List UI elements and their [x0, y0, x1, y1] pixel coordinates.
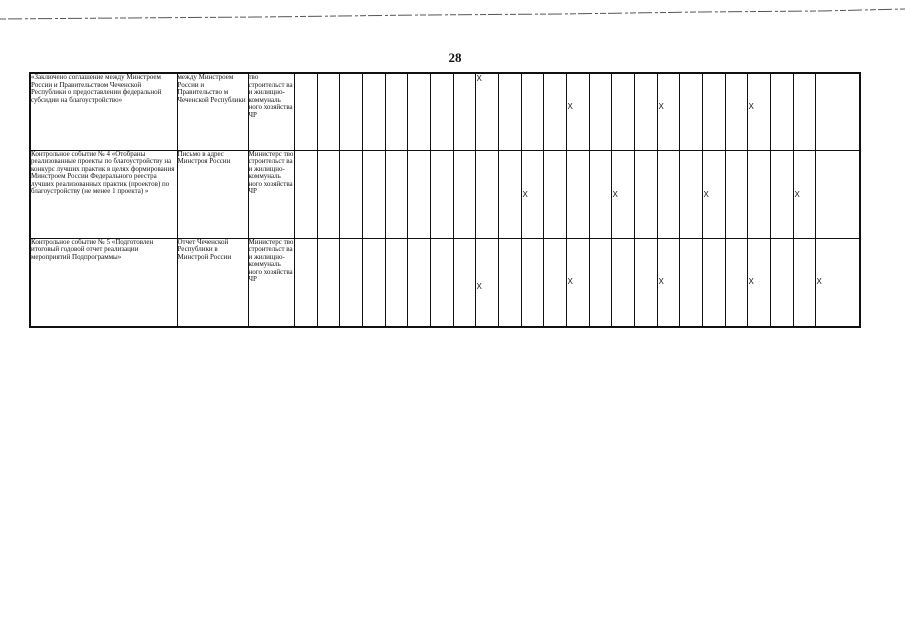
schedule-cell: [793, 150, 815, 238]
scan-artifact-line: [0, 8, 905, 22]
mark-x: X: [567, 102, 573, 111]
mark-x: X: [522, 189, 528, 199]
schedule-cell: [521, 150, 543, 238]
schedule-cell: [725, 238, 747, 327]
document-cell: Отчет Чеченской Республики в Минстрой России: [177, 238, 248, 327]
schedule-cell: [815, 150, 860, 238]
schedule-cell: [702, 150, 725, 238]
document-cell: Письмо в адрес Минстроя России: [177, 150, 248, 238]
schedule-cell: [317, 73, 339, 150]
schedule-cell: [589, 150, 611, 238]
table-row: [30, 150, 860, 238]
page-number: 28: [448, 50, 462, 65]
schedule-cell: [566, 238, 589, 327]
mark-x: X: [748, 102, 754, 111]
mark-x: X: [476, 281, 482, 291]
schedule-cell: [362, 150, 385, 238]
schedule-cell: [407, 73, 430, 150]
schedule-cell: [385, 150, 407, 238]
schedule-cell: [407, 150, 430, 238]
schedule-cell: [430, 238, 453, 327]
schedule-cell: [611, 73, 634, 150]
schedule-cell: [453, 150, 475, 238]
schedule-cell: [679, 73, 702, 150]
schedule-cell: [589, 73, 611, 150]
schedule-cell: [793, 238, 815, 327]
schedule-cell: [453, 238, 475, 327]
schedule-cell: [430, 73, 453, 150]
schedule-cell: [317, 150, 339, 238]
schedule-cell: [475, 238, 498, 327]
schedule-cell: [543, 73, 566, 150]
schedule-cell: [770, 238, 793, 327]
mark-x: X: [748, 276, 754, 286]
schedule-cell: [679, 150, 702, 238]
schedule-cell: [498, 150, 521, 238]
schedule-cell: [407, 238, 430, 327]
schedule-cell: [294, 238, 317, 327]
schedule-cell: [815, 73, 860, 150]
schedule-cell: [770, 73, 793, 150]
schedule-cell: [634, 150, 657, 238]
mark-x: X: [658, 102, 664, 111]
schedule-cell: [770, 150, 793, 238]
schedule-cell: [543, 150, 566, 238]
schedule-cell: [702, 238, 725, 327]
schedule-cell: [657, 238, 679, 327]
mark-x: X: [567, 276, 573, 286]
schedule-cell: [339, 150, 362, 238]
schedule-cell: [475, 73, 498, 150]
responsible-cell: Министерс тво строительст ва и жилищно- коммуналь ного хозяйства ЧР: [248, 150, 294, 238]
schedule-cell: [339, 238, 362, 327]
schedule-cell: [611, 150, 634, 238]
mark-x: X: [612, 189, 618, 199]
table-row: [30, 73, 860, 150]
schedule-table: [29, 72, 861, 328]
schedule-cell: [543, 238, 566, 327]
schedule-cell: [475, 150, 498, 238]
schedule-cell: [385, 73, 407, 150]
document-cell: между Минстроем России и Правительство м Чеченской Республики: [177, 73, 248, 150]
schedule-cell: [453, 73, 475, 150]
schedule-cell: [294, 73, 317, 150]
schedule-cell: [566, 150, 589, 238]
schedule-cell: [725, 73, 747, 150]
schedule-cell: [521, 73, 543, 150]
schedule-cell: [362, 238, 385, 327]
mark-x: X: [658, 276, 664, 286]
responsible-cell: Министерс тво строительст ва и жилищно- коммуналь ного хозяйства ЧР: [248, 238, 294, 327]
schedule-cell: [679, 238, 702, 327]
schedule-cell: [498, 73, 521, 150]
schedule-cell: [702, 73, 725, 150]
control-event-cell: Контрольное событие № 5 «Подготовлен итоговый годовой отчет реализации мероприятий Подпрограммы»: [30, 238, 177, 327]
schedule-cell: [793, 73, 815, 150]
schedule-cell: [611, 238, 634, 327]
schedule-cell: [747, 150, 770, 238]
schedule-cell: [747, 238, 770, 327]
schedule-cell: [657, 73, 679, 150]
schedule-cell: [725, 150, 747, 238]
schedule-cell: [815, 238, 860, 327]
control-event-cell: «Заключено соглашение между Минстроем России и Правительством Чеченской Республики о предоставлении федеральной субсидии на благоустройство»: [30, 73, 177, 150]
schedule-cell: [747, 73, 770, 150]
schedule-cell: [589, 238, 611, 327]
control-event-cell: Контрольное событие № 4 «Отобраны реализованные проекты по благоустройству на конкурс лучших практик в целях формирования Минстроем России Федерального реестра лучших реализованных практик (проектов) по благоустройству (не менее 1 проекта) »: [30, 150, 177, 238]
schedule-cell: [362, 73, 385, 150]
mark-x: X: [816, 276, 822, 286]
schedule-cell: [566, 73, 589, 150]
mark-x: X: [703, 189, 709, 199]
schedule-cell: [498, 238, 521, 327]
schedule-cell: [521, 238, 543, 327]
schedule-cell: [657, 150, 679, 238]
schedule-cell: [317, 238, 339, 327]
table-row: [30, 238, 860, 327]
mark-x: X: [794, 189, 800, 199]
schedule-cell: [430, 150, 453, 238]
schedule-cell: [634, 238, 657, 327]
schedule-cell: [634, 73, 657, 150]
responsible-cell: тво строительст ва и жилищно- коммуналь ного хозяйства ЧР: [248, 73, 294, 150]
schedule-cell: [294, 150, 317, 238]
schedule-cell: [339, 73, 362, 150]
schedule-cell: [385, 238, 407, 327]
mark-x: X: [476, 74, 482, 83]
